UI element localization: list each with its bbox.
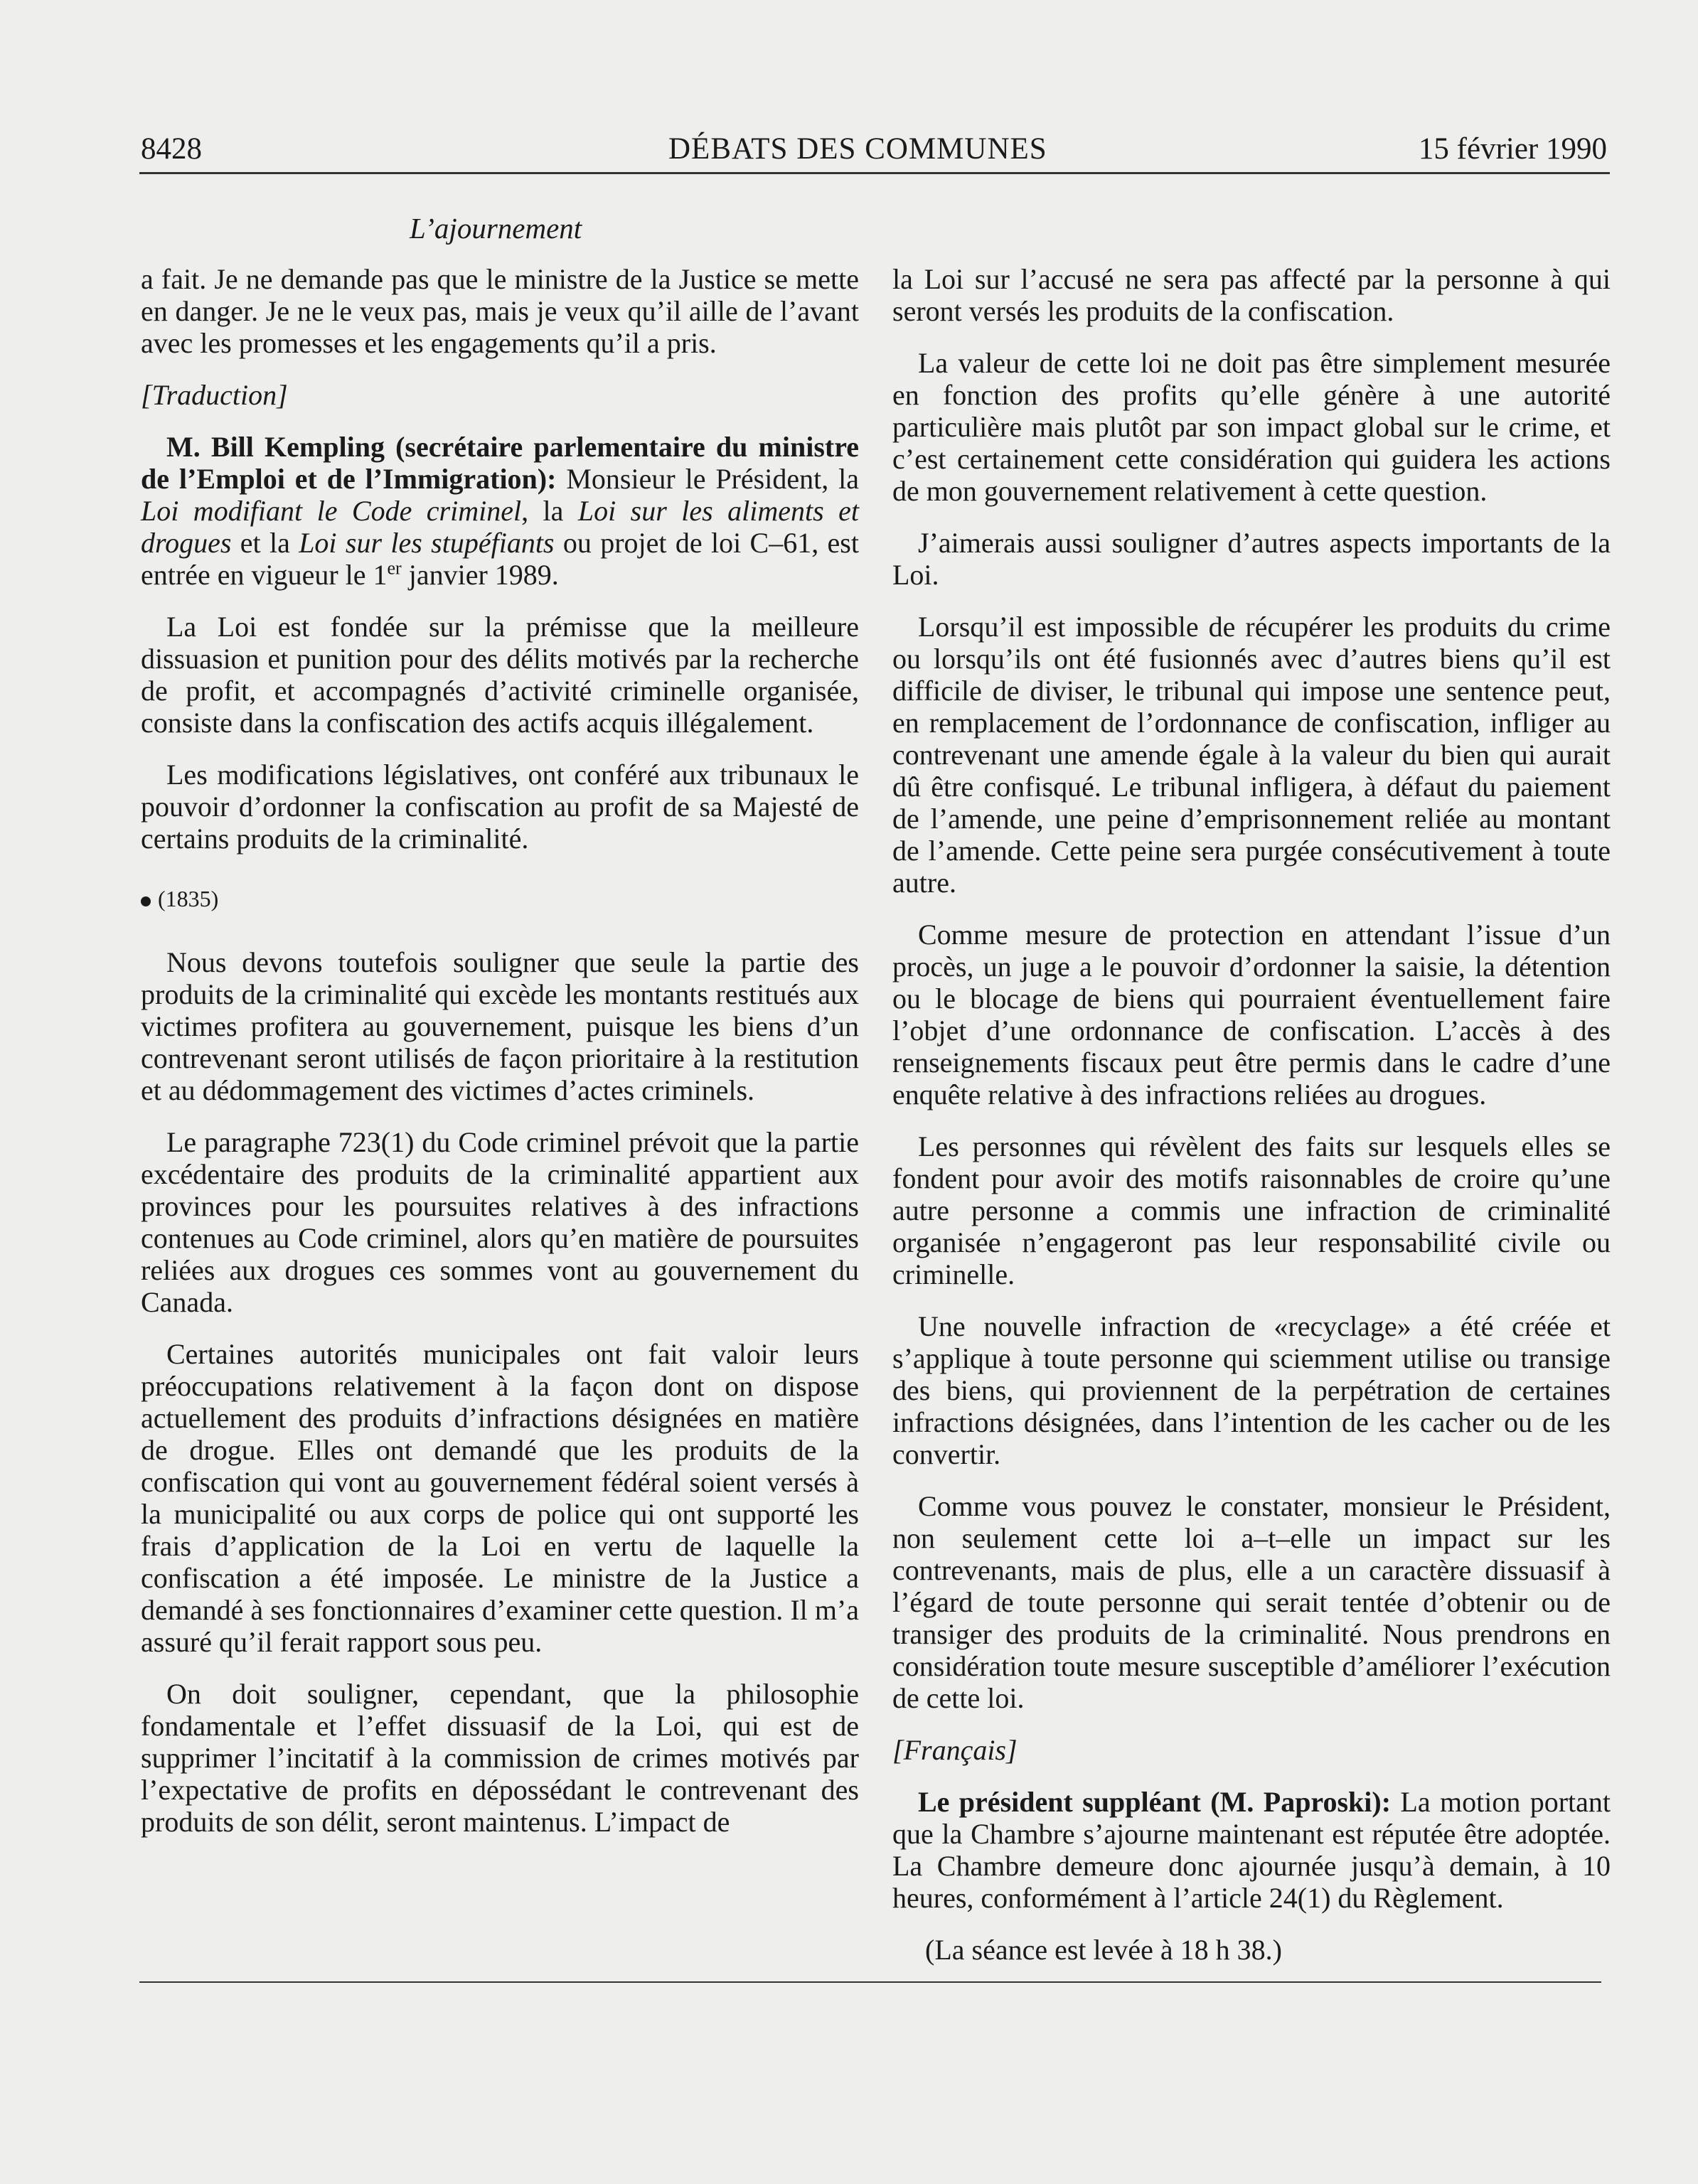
paragraph: Le paragraphe 723(1) du Code criminel prévoit que la partie excédentaire des produits de la criminalité appartient aux provinces pour les poursuites relatives à des infractions contenues au Code criminel, alors qu’en matière de poursuites reliées aux drogues ces sommes vont au gouvernement du Canada. <box>141 1126 859 1318</box>
speech-paragraph: M. Bill Kempling (secrétaire parlementaire du ministre de l’Emploi et de l’Immigration): Monsieur le Président, la Loi modifiant le Code criminel, la Loi sur les aliments et drogues et la Loi sur les stupéfiants ou projet de loi C–61, est entrée en vigueur le 1er janvier 1989. <box>141 431 860 591</box>
time-marker: (1835) <box>141 883 859 915</box>
paragraph: J’aimerais aussi souligner d’autres aspects importants de la Loi. <box>892 527 1611 591</box>
bill-title: Loi sur les stupéfiants <box>299 527 555 559</box>
paragraph: Comme mesure de protection en attendant l’issue d’un procès, un juge a le pouvoir d’ordonner la saisie, la détention ou le blocage de biens qui pourraient éventuellement faire l’objet d’une ordonnance de confiscation. L’accès à des renseignements fiscaux peut être permis dans le cadre d’une enquête relative à des infractions reliées au drogues. <box>892 919 1611 1110</box>
adjournment-note: (La séance est levée à 18 h 38.) <box>925 1934 1282 1966</box>
paragraph: Comme vous pouvez le constater, monsieur le Président, non seulement cette loi a–t–elle un impact sur les contrevenants, mais de plus, elle a un caractère dissuasif à l’égard de toute personne qui serait tentée d’obtenir ou de transiger des produits de la criminalité. Nous prendrons en considération toute mesure susceptible d’améliorer l’exécution de cette loi. <box>892 1490 1611 1714</box>
section-title: L’ajournement <box>410 212 582 245</box>
bill-title: Loi modifiant le Code criminel <box>141 495 522 527</box>
paragraph: La valeur de cette loi ne doit pas être simplement mesurée en fonction des profits qu’elle génère à une autorité particulière mais plutôt par son impact global sur le crime, et c’est certainement cette considération qui guidera les actions de mon gouvernement relativement à cette question. <box>892 347 1611 507</box>
paragraph: La Loi est fondée sur la prémisse que la meilleure dissuasion et punition pour des délits motivés par la recherche de profit, et accompagnés d’activité criminelle organisée, consiste dans la confiscation des actifs acquis illégalement. <box>141 611 859 739</box>
bullet-icon <box>141 896 151 906</box>
footer-rule <box>139 1981 1601 1983</box>
paragraph: Certaines autorités municipales ont fait valoir leurs préoccupations relativement à la façon dont on dispose actuellement des produits d’infractions désignées en matière de drogue. Elles ont demandé que les produits de la confiscation qui vont au gouvernement fédéral soient versés à la municipalité ou aux corps de police qui ont supporté les frais d’application de la Loi en vertu de laquelle la confiscation a été imposée. Le ministre de la Justice a demandé à ses fonctionnaires d’examiner cette question. Il m’a assuré qu’il ferait rapport sous peu. <box>141 1338 859 1658</box>
paragraph: Lorsqu’il est impossible de récupérer les produits du crime ou lorsqu’ils ont été fusionnés avec d’autres biens qu’il est difficile de diviser, le tribunal qui impose une sentence peut, en remplacement de l’ordonnance de confiscation, infliger au contrevenant une amende égale à la valeur du bien qui aurait dû être confisqué. Le tribunal infligera, à défaut du paiement de l’amende, une peine d’emprisonnement reliée au montant de l’amende. Cette peine sera purgée consécutivement à toute autre. <box>892 611 1611 899</box>
header-rule <box>139 172 1610 174</box>
issue-date: 15 février 1990 <box>1418 132 1607 166</box>
left-column <box>141 263 859 1858</box>
paragraph: a fait. Je ne demande pas que le ministre de la Justice se mette en danger. Je ne le veux pas, mais je veux qu’il aille de l’avant avec les promesses et les engagements qu’il a pris. <box>141 263 859 359</box>
language-tag: [Traduction] <box>141 379 288 411</box>
paragraph: la Loi sur l’accusé ne sera pas affecté par la personne à qui seront versés les produits de la confiscation. <box>892 263 1611 327</box>
page-number: 8428 <box>141 132 202 166</box>
paragraph: Les modifications législatives, ont conféré aux tribunaux le pouvoir d’ordonner la confiscation au profit de sa Majesté de certains produits de la criminalité. <box>141 759 859 855</box>
paragraph: Nous devons toutefois souligner que seule la partie des produits de la criminalité qui excède les montants restitués aux victimes profitera au gouvernement, puisque les biens d’un contrevenant seront utilisés de façon prioritaire à la restitution et au dédommagement des victimes d’actes criminels. <box>141 946 859 1106</box>
language-tag: [Français] <box>892 1734 1018 1766</box>
right-column <box>892 263 1611 1986</box>
publication-title: DÉBATS DES COMMUNES <box>668 132 1047 166</box>
paragraph: Une nouvelle infraction de «recyclage» a été créée et s’applique à toute personne qui sciemment utilise ou transige des biens, qui proviennent de la perpétration de certaines infractions désignées, dans l’intention de les cacher ou de les convertir. <box>892 1310 1611 1470</box>
bill-title: Loi sur les aliments et drogues <box>141 495 859 559</box>
paragraph: Les personnes qui révèlent des faits sur lesquels elles se fondent pour avoir des motifs raisonnables de croire qu’une autre personne a commis une infraction de criminalité organisée n’engageront pas leur responsabilité civile ou criminelle. <box>892 1130 1611 1290</box>
speech-paragraph: Le président suppléant (M. Paproski): La motion portant que la Chambre s’ajourne maintenant est réputée être adoptée. La Chambre demeure donc ajournée jusqu’à demain, à 10 heures, conformément à l’article 24(1) du Règlement. <box>892 1786 1611 1914</box>
speaker-name: M. Bill Kempling (secrétaire parlementaire du ministre de l’Emploi et de l’Immigration): <box>141 431 859 495</box>
speaker-name: Le président suppléant (M. Paproski): <box>918 1786 1392 1818</box>
paragraph: On doit souligner, cependant, que la philosophie fondamentale et l’effet dissuasif de la Loi, qui est de supprimer l’incitatif à la commission de crimes motivés par l’expectative de profits en dépossédant le contrevenant des produits de son délit, seront maintenus. L’impact de <box>141 1678 859 1838</box>
